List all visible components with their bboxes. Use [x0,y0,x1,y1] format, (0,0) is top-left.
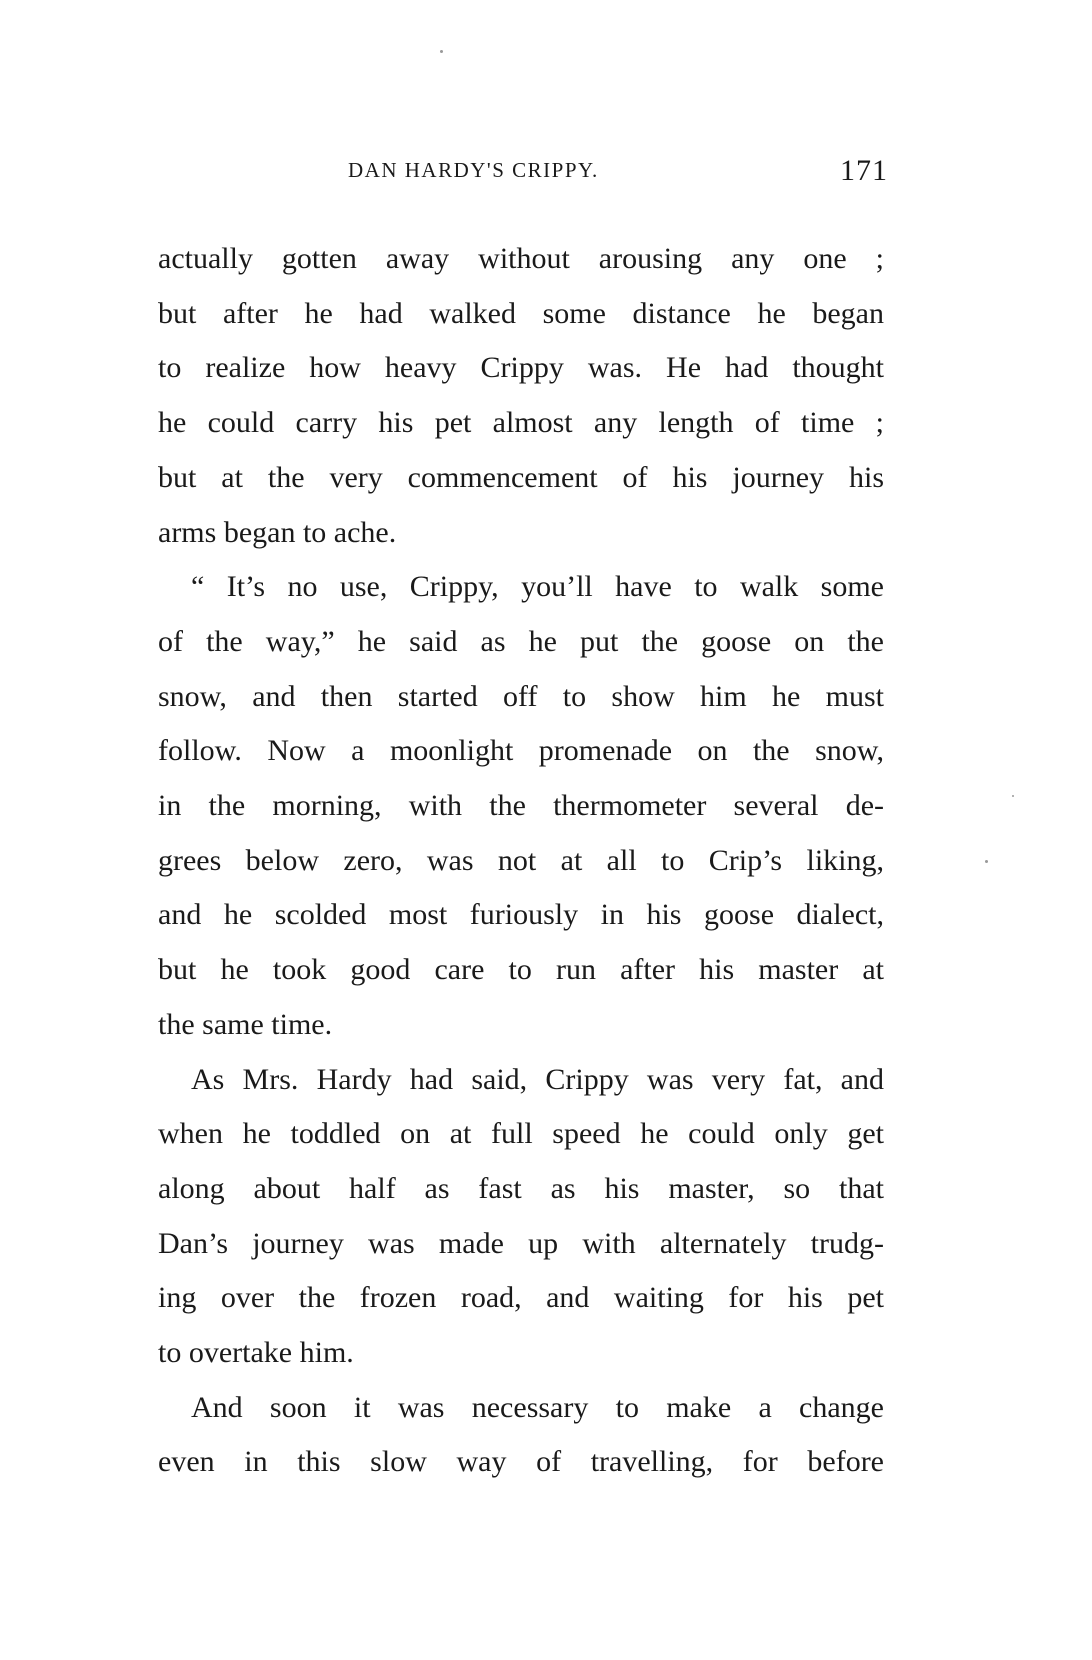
text-line: but after he had walked some distance he began [158,296,884,330]
text-line: Dan’s journey was made up with alternately trudg- [158,1226,884,1260]
running-head [158,154,888,198]
text-line: he could carry his pet almost any length of time ; [158,406,884,440]
paragraph [158,232,884,560]
text-line: the same time. [158,1007,333,1041]
text-line: of the way,” he said as he put the goose on the [158,624,884,658]
text-line: when he toddled on at full speed he could only get [158,1117,884,1151]
paragraph [158,1381,884,1490]
text-line: but he took good care to run after his master at [158,953,884,987]
text-line: along about half as fast as his master, so that [158,1171,884,1205]
text-line: even in this slow way of travelling, for before [158,1445,884,1479]
text-line: but at the very commencement of his journey his [158,460,884,494]
text-line: “ It’s no use, Crippy, you’ll have to walk some [191,570,884,604]
text-line: follow. Now a moonlight promenade on the snow, [158,734,884,768]
paragraph [158,560,884,1052]
page-number: 171 [840,154,888,187]
paragraph [158,1053,884,1381]
text-line: snow, and then started off to show him he must [158,679,884,713]
scan-speck [985,860,988,863]
scan-speck [440,50,443,53]
running-title: DAN HARDY'S CRIPPY. [348,158,599,182]
text-line: to overtake him. [158,1336,354,1370]
body-text [158,232,884,1490]
text-line: and he scolded most furiously in his goose dialect, [158,898,884,932]
text-line: in the morning, with the thermometer several de- [158,789,884,823]
text-line: grees below zero, was not at all to Crip’s liking, [158,843,884,877]
text-line: And soon it was necessary to make a change [191,1390,884,1424]
scan-speck [1012,795,1014,797]
text-line: actually gotten away without arousing any one ; [158,242,884,275]
text-line: As Mrs. Hardy had said, Crippy was very fat, and [191,1062,884,1096]
text-line: arms began to ache. [158,515,397,549]
text-line: ing over the frozen road, and waiting for his pet [158,1281,884,1315]
text-line: to realize how heavy Crippy was. He had thought [158,351,884,385]
